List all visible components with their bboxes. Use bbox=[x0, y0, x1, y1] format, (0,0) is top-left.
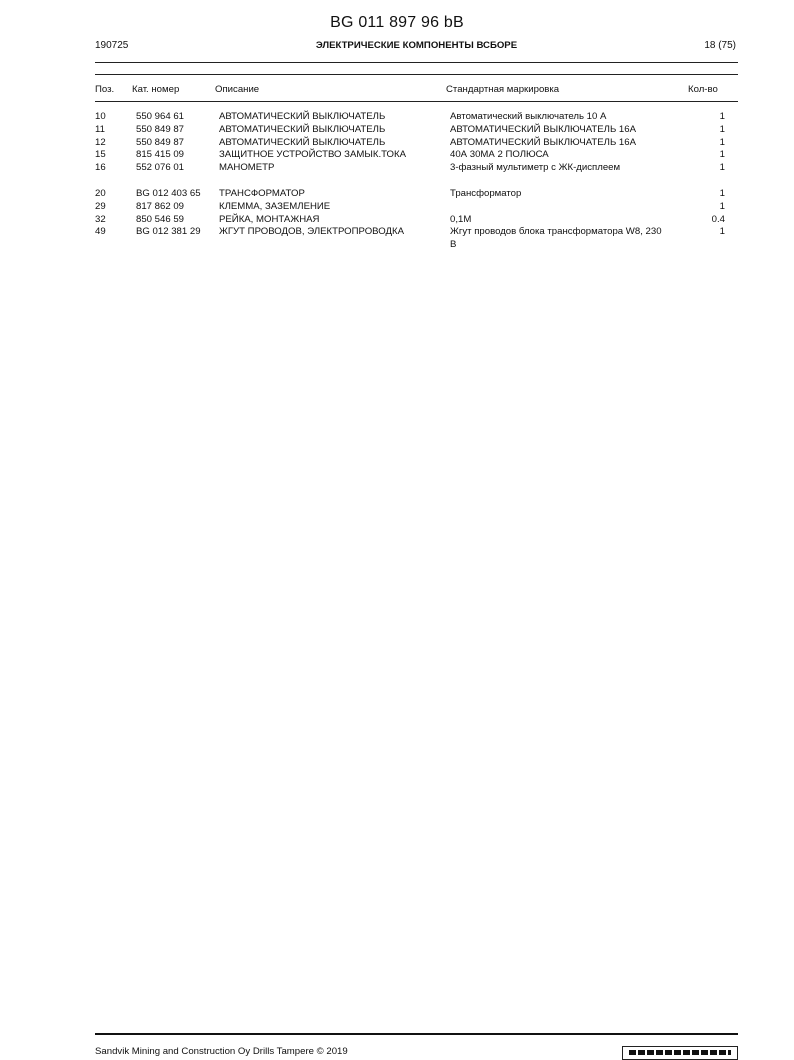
table-header-bottom-rule bbox=[95, 101, 738, 102]
cell-std: Трансформатор bbox=[450, 187, 522, 199]
cell-std: Автоматический выключатель 10 А bbox=[450, 111, 607, 122]
table-row bbox=[0, 226, 794, 251]
doc-number: BG 011 897 96 bB bbox=[330, 14, 464, 31]
footer-copyright: Sandvik Mining and Construction Oy Drills Tampere © 2019 bbox=[95, 1046, 348, 1057]
cell-std: АВТОМАТИЧЕСКИЙ ВЫКЛЮЧАТЕЛЬ 16А bbox=[450, 123, 636, 135]
cell-qty: 1 bbox=[719, 149, 725, 161]
cell-desc: АВТОМАТИЧЕСКИЙ ВЫКЛЮЧАТЕЛЬ bbox=[219, 123, 386, 135]
cell-pos: 10 bbox=[95, 111, 106, 122]
company-logo bbox=[622, 1046, 738, 1060]
col-header-std: Стандартная маркировка bbox=[446, 84, 560, 95]
page-title: ЭЛЕКТРИЧЕСКИЕ КОМПОНЕНТЫ ВСБОРЕ bbox=[315, 40, 518, 51]
cell-std: АВТОМАТИЧЕСКИЙ ВЫКЛЮЧАТЕЛЬ 16А bbox=[450, 136, 636, 148]
table-row bbox=[0, 149, 794, 162]
cell-cat: 550 849 87 bbox=[136, 123, 185, 135]
cell-qty: 1 bbox=[719, 162, 725, 174]
cell-cat: 817 862 09 bbox=[136, 200, 185, 212]
parts-table-body bbox=[0, 111, 794, 251]
cell-pos: 49 bbox=[95, 226, 106, 238]
table-row bbox=[0, 111, 794, 124]
cell-cat: 815 415 09 bbox=[136, 149, 185, 161]
table-header-top-rule bbox=[95, 74, 738, 75]
cell-pos: 11 bbox=[95, 123, 105, 135]
cell-std: 40А 30МА 2 ПОЛЮСА bbox=[450, 149, 549, 161]
cell-qty: 0.4 bbox=[711, 213, 725, 225]
cell-std: 3-фазный мультиметр с ЖК-дисплеем bbox=[450, 162, 621, 174]
cell-cat: 552 076 01 bbox=[136, 162, 185, 174]
table-row bbox=[0, 162, 794, 175]
cell-pos: 29 bbox=[95, 200, 106, 212]
header-divider bbox=[95, 62, 738, 63]
cell-pos: 12 bbox=[95, 136, 106, 148]
cell-desc: АВТОМАТИЧЕСКИЙ ВЫКЛЮЧАТЕЛЬ bbox=[219, 111, 386, 122]
cell-desc: ТРАНСФОРМАТОР bbox=[219, 187, 305, 199]
cell-cat: BG 012 381 29 bbox=[136, 226, 201, 238]
cell-pos: 32 bbox=[95, 213, 106, 225]
col-header-cat: Кат. номер bbox=[132, 84, 180, 95]
col-header-qty: Кол-во bbox=[688, 84, 718, 95]
cell-qty: 1 bbox=[719, 226, 725, 238]
cell-cat: 550 849 87 bbox=[136, 136, 185, 148]
table-row bbox=[0, 188, 794, 201]
cell-desc: ЗАЩИТНОЕ УСТРОЙСТВО ЗАМЫК.ТОКА bbox=[219, 149, 406, 161]
cell-cat: BG 012 403 65 bbox=[136, 187, 201, 199]
cell-std: Жгут проводов блока трансформатора W8, 230 В bbox=[450, 226, 662, 250]
cell-qty: 1 bbox=[719, 136, 725, 148]
cell-cat: 550 964 61 bbox=[136, 111, 185, 122]
table-row bbox=[0, 201, 794, 214]
cell-desc: АВТОМАТИЧЕСКИЙ ВЫКЛЮЧАТЕЛЬ bbox=[219, 136, 386, 148]
footer-divider bbox=[95, 1033, 738, 1035]
cell-qty: 1 bbox=[719, 187, 725, 199]
cell-qty: 1 bbox=[719, 200, 725, 212]
cell-std: 0,1М bbox=[450, 213, 472, 225]
cell-pos: 20 bbox=[95, 187, 106, 199]
col-header-desc: Описание bbox=[215, 84, 260, 95]
table-row bbox=[0, 214, 794, 227]
col-header-pos: Поз. bbox=[95, 84, 115, 95]
header-meta-row bbox=[95, 40, 738, 54]
table-row bbox=[0, 124, 794, 137]
page-number: 18 (75) bbox=[704, 40, 736, 51]
cell-desc: РЕЙКА, МОНТАЖНАЯ bbox=[219, 213, 320, 225]
cell-pos: 16 bbox=[95, 162, 106, 174]
cell-pos: 15 bbox=[95, 149, 106, 161]
cell-qty: 1 bbox=[719, 123, 725, 135]
cell-desc: КЛЕММА, ЗАЗЕМЛЕНИЕ bbox=[219, 200, 331, 212]
cell-cat: 850 546 59 bbox=[136, 213, 185, 225]
cell-desc: МАНОМЕТР bbox=[219, 162, 275, 174]
cell-desc: ЖГУТ ПРОВОДОВ, ЭЛЕКТРОПРОВОДКА bbox=[219, 226, 404, 238]
cell-qty: 1 bbox=[719, 111, 725, 122]
date-code: 190725 bbox=[95, 40, 129, 51]
table-row bbox=[0, 137, 794, 150]
